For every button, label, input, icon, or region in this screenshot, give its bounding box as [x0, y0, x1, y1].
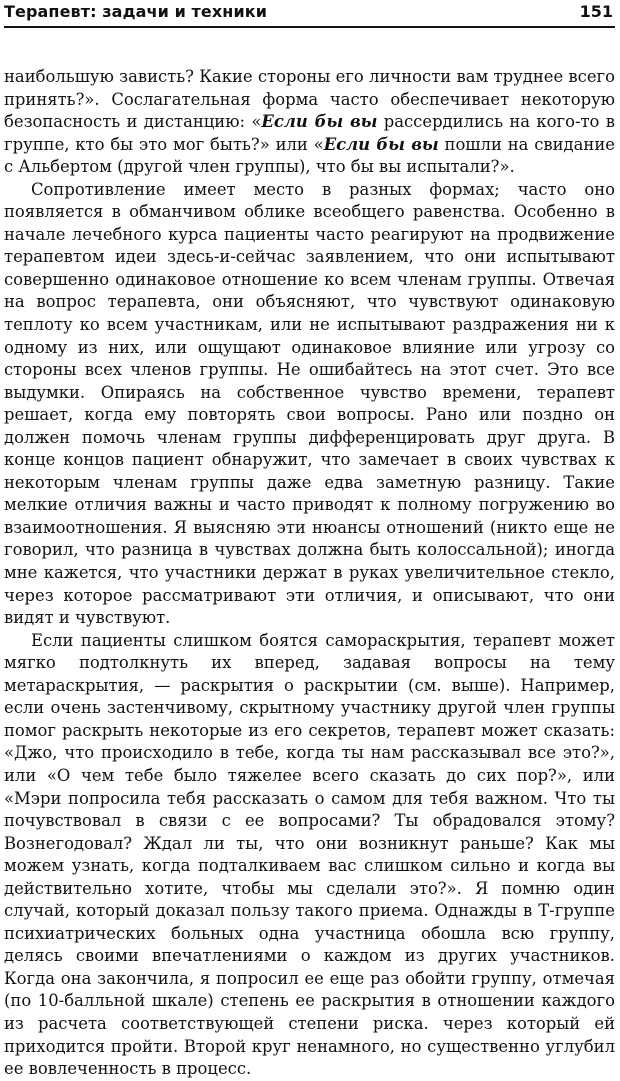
- paragraph-1-part-c: пошли на свидание с Альбертом (другой член группы), что бы вы испытали?».: [4, 134, 615, 177]
- running-head: [4, 2, 615, 28]
- paragraph-1-part-a: наибольшую зависть? Какие стороны его личности вам труднее всего принять?». Сослагательная форма часто обеспечивает некоторую безопасность и дистанцию: «: [4, 67, 615, 132]
- paragraph-1-part-b: рассердились на кого-то в группе, кто бы это мог быть?» или «: [4, 112, 615, 154]
- paragraph-3: Если пациенты слишком боятся самораскрытия, терапевт может мягко подтолкнуть их вперед, задавая вопросы на тему метараскрытия, — раскрытия о раскрытии (см. выше). Например, если очень застенчивому, скрытному участнику другой член группы помог раскрыть некоторые из его секретов, терапевт может сказать: «Джо, что происходило в тебе, когда ты нам рассказывал все это?», или «О чем тебе было тяжелее всего сказать до сих пор?», или «Мэри попросила тебя рассказать о самом для тебя важном. Что ты почувствовал в связи с ее вопросами? Ты обрадовался этому? Вознегодовал? Ждал ли ты, что они возникнут раньше? Как мы можем узнать, когда подталкиваем вас слишком сильно и когда вы действительно хотите, чтобы мы сделали это?». Я помню один случай, который доказал пользу такого приема. Однажды в Т-группе психиатрических больных одна участница обошла всю группу, делясь своими впечатлениями о каждом из других участников. Когда она закончила, я попросил ее еще раз обойти группу, отмечая (по 10-балльной шкале) степень ее раскрытия в отношении каждого из расчета соответствующей степени риска. через который ей приходится пройти. Второй круг ненамного, но существенно углубил ее вовлеченность в процесс.: [4, 630, 615, 1079]
- running-head-title: Терапевт: задачи и техники: [4, 2, 268, 21]
- body-text: [4, 66, 615, 1081]
- emphasis-if-you-2: Если бы вы: [323, 134, 439, 154]
- paragraph-1: [4, 66, 615, 179]
- page-number: 151: [579, 2, 613, 21]
- paragraph-2: Сопротивление имеет место в разных формах; часто оно появляется в обманчивом облике всеобщего равенства. Особенно в начале лечебного курса пациенты часто реагируют на продвижение терапевтом идеи здесь-и-сейчас заявлением, что они испытывают совершенно одинаковое отношение ко всем членам группы. Отвечая на вопрос терапевта, они объясняют, что чувствуют одинаковую теплоту ко всем участникам, или не испытывают раздражения ни к одному из них, или ощущают одинаковое влияние или угрозу со стороны всех членов группы. Не ошибайтесь на этот счет. Это все выдумки. Опираясь на собственное чувство времени, терапевт решает, когда ему повторять свои вопросы. Рано или поздно он должен помочь членам группы дифференцировать друг друга. В конце концов пациент обнаружит, что замечает в своих чувствах к некоторым членам группы даже едва заметную разницу. Такие мелкие отличия важны и часто приводят к полному погружению во взаимоотношения. Я выясняю эти нюансы отношений (никто еще не говорил, что разница в чувствах должна быть колоссальной); иногда мне кажется, что участники держат в руках увеличительное стекло, через которое рассматривают эти отличия, и описывают, что они видят и чувствуют.: [4, 179, 615, 628]
- emphasis-if-you: Если бы вы: [261, 112, 378, 132]
